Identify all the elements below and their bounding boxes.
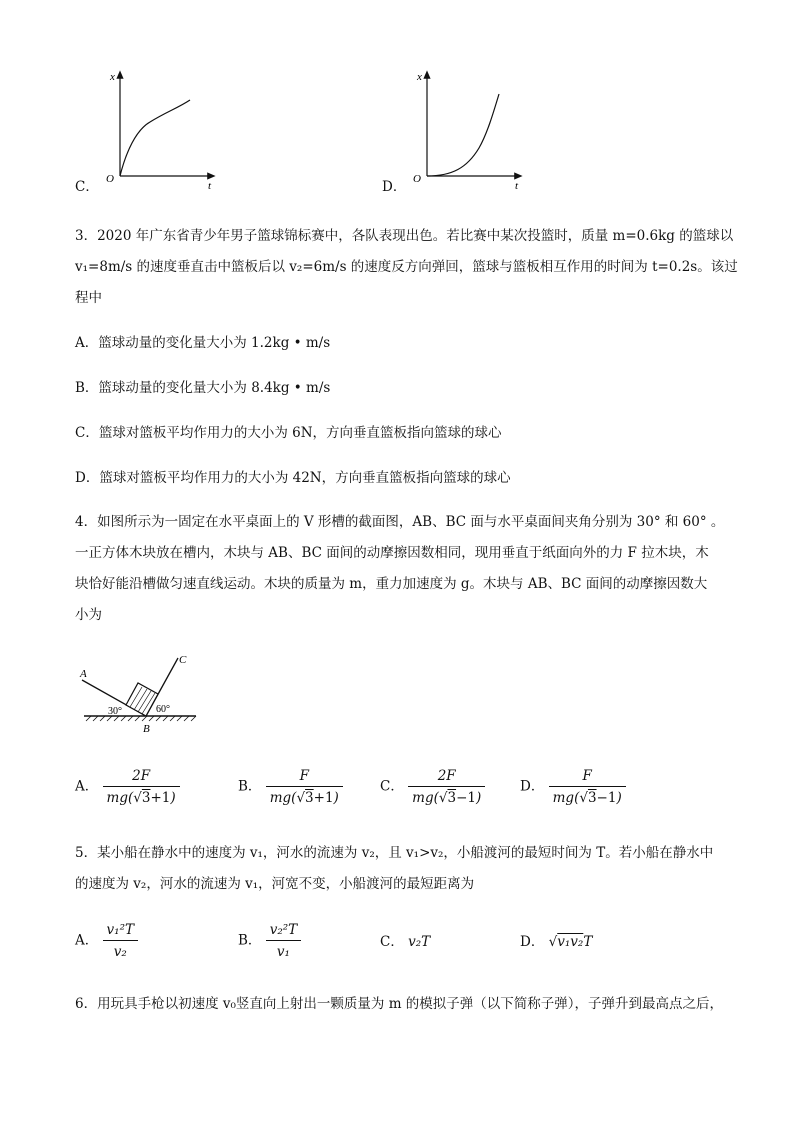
origin-label: O: [106, 173, 114, 185]
q6-stem-line-1: 6．用玩具手枪以初速度 v₀竖直向上射出一颗质量为 m 的模拟子弹（以下简称子弹），子弹升到最高点之后，: [75, 996, 724, 1012]
denominator: mg(√3−1): [408, 786, 485, 808]
denominator: v₁: [266, 940, 301, 962]
denominator: mg(√3+1): [103, 786, 180, 808]
q4-option-d-fraction: [549, 766, 626, 808]
q3-stem-line-3: 程中: [75, 290, 102, 306]
v-groove-figure: [78, 650, 208, 736]
label-a: A: [80, 668, 87, 680]
q5-stem-line-1: 5．某小船在静水中的速度为 v₁，河水的流速为 v₂，且 v₁>v₂，小船渡河的最短时间为 T。若小船在静水中: [75, 845, 714, 861]
q3-stem-line-1: 3．2020 年广东省青少年男子篮球锦标赛中，各队表现出色。若比赛中某次投篮时，质量 m=0.6kg 的篮球以: [75, 228, 734, 244]
q4-stem-line-4: 小为: [75, 607, 102, 623]
q4-option-c-fraction: [408, 766, 485, 808]
x-axis-label: t: [208, 180, 212, 192]
q4-option-d: [520, 766, 626, 808]
q4-option-c-label: C．: [380, 778, 404, 795]
q2-graph-c: [100, 64, 230, 192]
q5-option-a-label: A．: [75, 932, 99, 949]
denominator: v₂: [103, 940, 138, 962]
q4-option-b-fraction: [266, 766, 343, 808]
origin-label: O: [413, 173, 421, 185]
wood-block: [126, 683, 158, 716]
numerator: F: [582, 768, 592, 784]
q5-stem-line-2: 的速度为 v₂，河水的流速为 v₁，河宽不变，小船渡河的最短距离为: [75, 876, 475, 892]
q3-option-d: D．篮球对篮板平均作用力的大小为 42N，方向垂直篮板指向篮球的球心: [75, 470, 511, 486]
q3-option-c: C．篮球对篮板平均作用力的大小为 6N，方向垂直篮板指向篮球的球心: [75, 425, 502, 441]
q5-option-d-label: D．: [520, 934, 545, 950]
numerator: v₁²T: [106, 922, 135, 938]
den-prefix: mg: [269, 790, 292, 806]
q5-option-c-expr: v₂T: [408, 934, 431, 950]
den-sign: −1: [596, 790, 617, 806]
den-sign: +1: [313, 790, 334, 806]
q5-option-b-label: B．: [238, 932, 262, 949]
den-root: 3: [305, 790, 314, 806]
q5-option-c: [380, 932, 430, 952]
q4-option-a-label: A．: [75, 778, 99, 795]
den-prefix: mg: [412, 790, 434, 806]
q4-option-b-label: B．: [238, 778, 262, 795]
after-root: T: [583, 934, 593, 950]
den-prefix: mg: [552, 790, 575, 806]
y-axis-label: x: [110, 71, 115, 83]
q5-option-d-expr: √v₁v₂T: [548, 934, 593, 950]
q4-option-b: [238, 766, 343, 808]
q4-stem-line-1: 4．如图所示为一固定在水平桌面上的 V 形槽的截面图，AB、BC 面与水平桌面间夹角分别为 30° 和 60° 。: [75, 514, 725, 530]
y-axis-label: x: [417, 71, 422, 83]
q2-option-d-label: D．: [382, 179, 407, 195]
q5-option-a-fraction: [103, 920, 138, 962]
q5-option-b: [238, 920, 301, 962]
q5-option-d: [520, 932, 592, 952]
angle-60: 60°: [156, 704, 170, 715]
q3-option-a: A．篮球动量的变化量大小为 1.2kg • m/s: [75, 335, 331, 351]
angle-30: 30°: [108, 706, 122, 717]
den-root: 3: [141, 790, 151, 806]
q4-stem-line-2: 一正方体木块放在槽内，木块与 AB、BC 面间的动摩擦因数相同，现用垂直于纸面向外的力 F 拉木块，木: [75, 545, 709, 561]
label-b: B: [143, 723, 150, 735]
q3-stem-line-2: v₁=8m/s 的速度垂直击中篮板后以 v₂=6m/s 的速度反方向弹回，篮球与篮板相互作用的时间为 t=0.2s。该过: [75, 259, 738, 275]
denominator: mg(√3+1): [266, 786, 343, 808]
curve-d: [427, 94, 499, 176]
q4-option-c: [380, 766, 485, 808]
numerator: v₂²T: [269, 922, 298, 938]
ground-hatch: [86, 716, 196, 721]
den-prefix: mg: [106, 790, 128, 806]
label-c: C: [179, 654, 187, 666]
den-root: 3: [447, 790, 457, 806]
den-sign: −1: [456, 790, 476, 806]
q4-stem-line-3: 块恰好能沿槽做匀速直线运动。木块的质量为 m，重力加速度为 g。木块与 AB、BC 面间的动摩擦因数大: [75, 576, 708, 592]
numerator: F: [299, 768, 309, 784]
x-axis-label: t: [515, 180, 519, 192]
q4-option-a-fraction: [103, 766, 180, 808]
q4-option-d-label: D．: [520, 778, 545, 795]
curve-c: [120, 100, 190, 176]
q4-option-a: [75, 766, 180, 808]
den-root: 3: [587, 790, 597, 806]
denominator: mg(√3−1): [549, 786, 626, 808]
q5-option-a: [75, 920, 138, 962]
q3-option-b: B．篮球动量的变化量大小为 8.4kg • m/s: [75, 380, 331, 396]
root-content: v₁v₂: [557, 934, 584, 950]
q2-graph-d: [407, 64, 537, 192]
q5-option-c-label: C．: [380, 934, 404, 950]
q5-option-b-fraction: [266, 920, 301, 962]
q2-option-c-label: C．: [75, 179, 99, 195]
numerator: 2F: [437, 768, 456, 784]
numerator: 2F: [132, 768, 151, 784]
den-sign: +1: [150, 790, 171, 806]
